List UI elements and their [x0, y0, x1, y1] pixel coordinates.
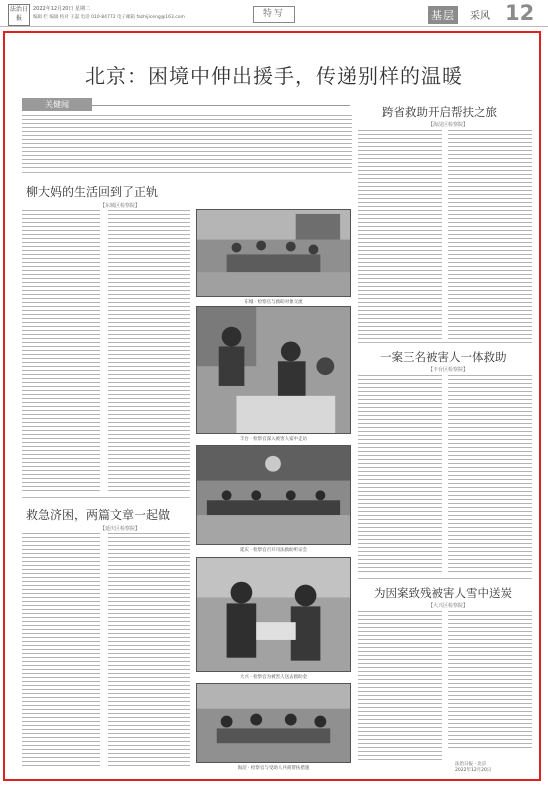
footer-line-1: 法治日报 · 北京: [455, 762, 487, 767]
photo-caption-1: 东城 · 检察官与救助对象交流: [244, 300, 303, 305]
feature-tag: 特写: [253, 6, 295, 23]
photo-caption-3: 延庆 · 检察官召开司法救助听证会: [239, 548, 308, 553]
footer-line-2: 2022年12月20日: [455, 768, 492, 773]
photo-delivery: [196, 557, 351, 672]
article-body-1b: [108, 210, 190, 492]
article-source-5: 【大兴区检察院】: [428, 603, 469, 609]
main-headline: 北京：困境中伸出援手，传递别样的温暖: [85, 64, 463, 88]
article-title-3: 跨省救助开启帮扶之旅: [382, 105, 497, 119]
photo-meeting-room: [196, 209, 351, 297]
masthead-rule: [0, 26, 548, 27]
article-title-4: 一案三名被害人一体救助: [380, 350, 507, 364]
intro-text: [22, 115, 352, 169]
article-source-3: 【海淀区检察院】: [428, 122, 469, 128]
editor-contacts: 编辑 栏 编辑 校对 王磊 电话 010-84772 电子邮箱 fazhijiceng@163.com: [33, 15, 185, 20]
photo-discussion: [196, 683, 351, 763]
photo-caption-5: 海淀 · 检察官与受助人共商帮扶措施: [237, 766, 310, 771]
article-body-1a: [22, 210, 100, 492]
newspaper-logo: 法治日报: [8, 4, 30, 26]
issue-dateline: 2022年12月20日 星期二: [33, 6, 91, 12]
article-body-3b: [448, 130, 532, 340]
article-source-1: 【东城区检察院】: [100, 203, 141, 209]
photo-home-visit: [196, 306, 351, 434]
article-title-2: 救急济困，两篇文章一起做: [26, 508, 171, 522]
intro-divider: [22, 172, 352, 173]
section-name: 基层: [428, 6, 458, 24]
article-body-2b: [108, 533, 190, 768]
article-divider-4: [358, 578, 532, 579]
page-number: 12: [505, 1, 535, 25]
article-body-4a: [358, 375, 442, 575]
article-divider-1: [22, 497, 190, 498]
article-title-1: 柳大妈的生活回到了正轨: [26, 185, 159, 199]
page-footer: [455, 762, 491, 774]
article-body-5b: [448, 611, 532, 751]
article-divider-3: [358, 342, 532, 343]
photo-caption-2: 丰台 · 检察官深入被害人家中走访: [239, 437, 308, 442]
article-body-5a: [358, 611, 442, 761]
photo-caption-4: 大兴 · 检察官为被害人送去救助金: [239, 675, 308, 680]
article-body-2a: [22, 533, 100, 768]
article-body-3a: [358, 130, 442, 340]
author-tag: 关健闻: [22, 98, 92, 111]
article-title-5: 为因案致残被害人雪中送炭: [374, 586, 512, 600]
article-body-4b: [448, 375, 532, 575]
article-source-2: 【延庆区检察院】: [100, 526, 141, 532]
article-source-4: 【丰台区检察院】: [428, 367, 469, 373]
section-subtitle: 采风: [470, 11, 490, 22]
author-rule: [92, 105, 350, 106]
photo-hearing: [196, 445, 351, 545]
